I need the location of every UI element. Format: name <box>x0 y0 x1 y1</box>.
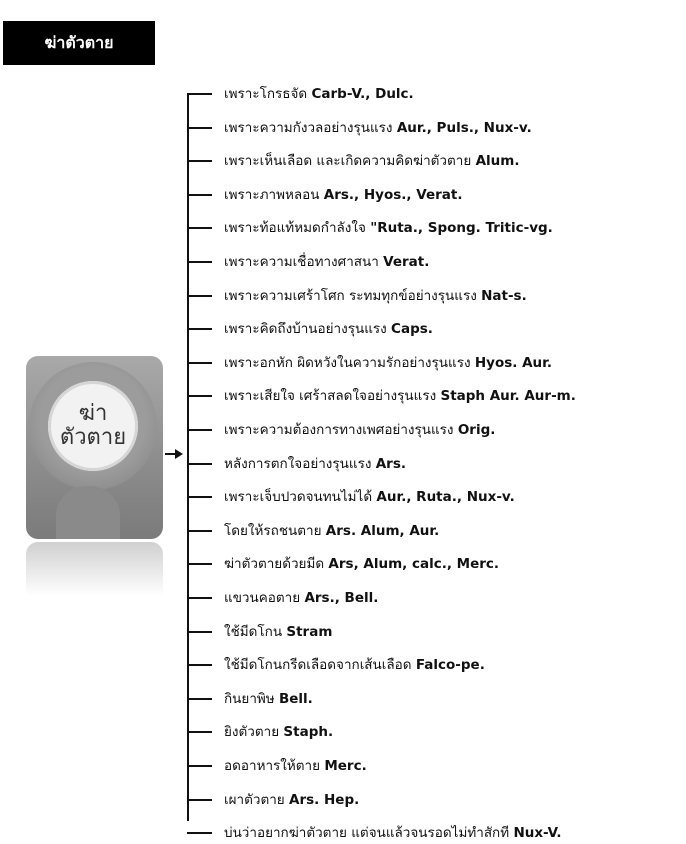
branch-label <box>224 553 499 575</box>
branch-tick-line <box>187 429 212 431</box>
page-title: ฆ่าตัวตาย <box>3 21 155 65</box>
branch-label <box>224 721 333 743</box>
branch-item <box>187 285 686 307</box>
branch-item <box>187 755 686 777</box>
branch-tick-line <box>187 799 212 801</box>
remedy-text: Staph. <box>283 724 334 741</box>
cause-text: เพราะความต้องการทางเพศอย่างรุนแรง <box>224 422 458 438</box>
cause-text: เพราะโกรธจัด <box>224 86 312 102</box>
branch-tick-line <box>187 832 212 834</box>
branch-label <box>224 486 515 508</box>
branch-item <box>187 453 686 475</box>
branch-tick-line <box>187 563 212 565</box>
branch-item <box>187 352 686 374</box>
remedy-text: Aur., Ruta., Nux-v. <box>376 489 515 506</box>
branch-tick-line <box>187 731 212 733</box>
branch-tick-line <box>187 631 212 633</box>
branch-tick-line <box>187 261 212 263</box>
branch-item <box>187 721 686 743</box>
branch-item <box>187 385 686 407</box>
remedy-text: Staph Aur. Aur-m. <box>440 388 576 405</box>
remedy-text: Verat. <box>383 254 430 270</box>
cause-text: ฆ่าตัวตายด้วยมีด <box>224 556 329 573</box>
branch-label <box>224 150 519 172</box>
remedy-text: Alum. <box>475 153 520 170</box>
branch-item <box>187 419 686 441</box>
branch-tick-line <box>187 328 212 330</box>
branch-label <box>224 352 552 374</box>
branch-label <box>224 285 527 307</box>
cause-text: เผาตัวตาย <box>224 791 290 808</box>
branch-label <box>224 789 359 811</box>
branch-label <box>224 318 433 340</box>
branch-label <box>224 385 576 407</box>
cause-text: บ่นว่าอยากฆ่าตัวตาย แต่จนแล้วจนรอดไม่ทำสักที <box>224 825 514 842</box>
remedy-text: Ars., Bell. <box>304 590 379 606</box>
branch-item <box>187 553 686 575</box>
cause-text: เพราะอกหัก ผิดหวังในความรักอย่างรุนแรง <box>224 354 475 371</box>
remedy-text: Nux-V. <box>513 825 562 842</box>
remedy-text: Aur., Puls., Nux-v. <box>396 119 532 136</box>
branch-label <box>224 587 378 609</box>
branch-item <box>187 251 686 273</box>
branch-label <box>224 654 485 676</box>
cause-text: แขวนคอตาย <box>224 590 305 606</box>
branch-item <box>187 184 686 206</box>
branch-label <box>224 83 414 105</box>
badge-text-line1: ฆ่า <box>78 401 108 426</box>
branch-item <box>187 654 686 676</box>
cause-text: เพราะเจ็บปวดจนทนไม่ได้ <box>224 489 377 506</box>
remedy-text: Ars., Hyos., Verat. <box>323 186 463 203</box>
badge-text-line2: ตัวตาย <box>59 425 127 450</box>
branch-label <box>224 453 406 475</box>
remedy-text: Nat-s. <box>481 287 527 304</box>
remedy-text: Merc. <box>324 758 367 774</box>
remedy-text: Stram <box>286 623 333 640</box>
cause-text: เพราะภาพหลอน <box>224 186 324 203</box>
branch-tick-line <box>187 295 212 297</box>
cause-text: เพราะคิดถึงบ้านอย่างรุนแรง <box>224 321 392 338</box>
branch-tick-line <box>187 227 212 229</box>
remedy-text: Ars. Alum, Aur. <box>325 522 440 539</box>
branch-label <box>224 184 462 206</box>
branch-tick-line <box>187 194 212 196</box>
branch-label <box>224 217 553 239</box>
branch-tick-line <box>187 93 212 95</box>
branch-item <box>187 587 686 609</box>
cause-text: เพราะความเศร้าโศก ระทมทุกข์อย่างรุนแรง <box>224 287 482 304</box>
branch-tick-line <box>187 463 212 465</box>
cause-text: อดอาหารให้ตาย <box>224 758 325 774</box>
branch-item <box>187 318 686 340</box>
cause-text: กินยาพิษ <box>224 690 279 707</box>
branch-tick-line <box>187 160 212 162</box>
branch-tick-line <box>187 698 212 700</box>
cause-text: เพราะความกังวลอย่างรุนแรง <box>224 119 397 136</box>
remedy-text: Ars. <box>375 455 406 472</box>
branch-tick-line <box>187 530 212 532</box>
branch-item <box>187 83 686 105</box>
branch-item <box>187 520 686 542</box>
branch-label <box>224 520 439 542</box>
branch-tick-line <box>187 496 212 498</box>
branch-item <box>187 217 686 239</box>
remedy-text: Carb-V., Dulc. <box>311 86 414 102</box>
branch-tick-line <box>187 127 212 129</box>
cause-text: หลังการตกใจอย่างรุนแรง <box>224 455 376 472</box>
branch-label <box>224 688 313 710</box>
branch-item <box>187 117 686 139</box>
branch-item <box>187 486 686 508</box>
remedy-text: Falco-pe. <box>415 657 485 674</box>
cause-text: เพราะท้อแท้หมดกำลังใจ <box>224 220 371 237</box>
cause-text: ใช้มีดโกนกรีดเลือดจากเส้นเลือด <box>224 657 416 674</box>
remedy-text: Bell. <box>278 690 313 707</box>
branch-label <box>224 117 532 139</box>
branch-label <box>224 419 495 441</box>
remedy-text: Caps. <box>391 321 433 338</box>
branch-item <box>187 621 686 643</box>
branch-label <box>224 621 332 643</box>
branch-item <box>187 688 686 710</box>
remedy-text: Orig. <box>457 422 496 438</box>
remedy-text: "Ruta., Spong. Tritic-vg. <box>370 220 553 237</box>
branch-tick-line <box>187 597 212 599</box>
branch-tick-line <box>187 395 212 397</box>
cause-text: เพราะเห็นเลือด และเกิดความคิดฆ่าตัวตาย <box>224 153 476 170</box>
remedy-text: Ars. Hep. <box>289 791 360 808</box>
branch-tick-line <box>187 362 212 364</box>
cause-text: เพราะเสียใจ เศร้าสลดใจอย่างรุนแรง <box>224 388 441 405</box>
remedy-text: Ars, Alum, calc., Merc. <box>328 556 500 573</box>
branch-label <box>224 755 367 777</box>
branch-tick-line <box>187 664 212 666</box>
cause-text: ยิงตัวตาย <box>224 724 284 741</box>
cause-text: โดยให้รถชนตาย <box>224 522 326 539</box>
cause-text: ใช้มีดโกน <box>224 623 287 640</box>
branch-item <box>187 789 686 811</box>
branch-label <box>224 251 429 273</box>
cause-text: เพราะความเชื่อทางศาสนา <box>224 254 384 270</box>
branch-item <box>187 150 686 172</box>
remedy-text: Hyos. Aur. <box>474 354 553 371</box>
branch-tick-line <box>187 765 212 767</box>
